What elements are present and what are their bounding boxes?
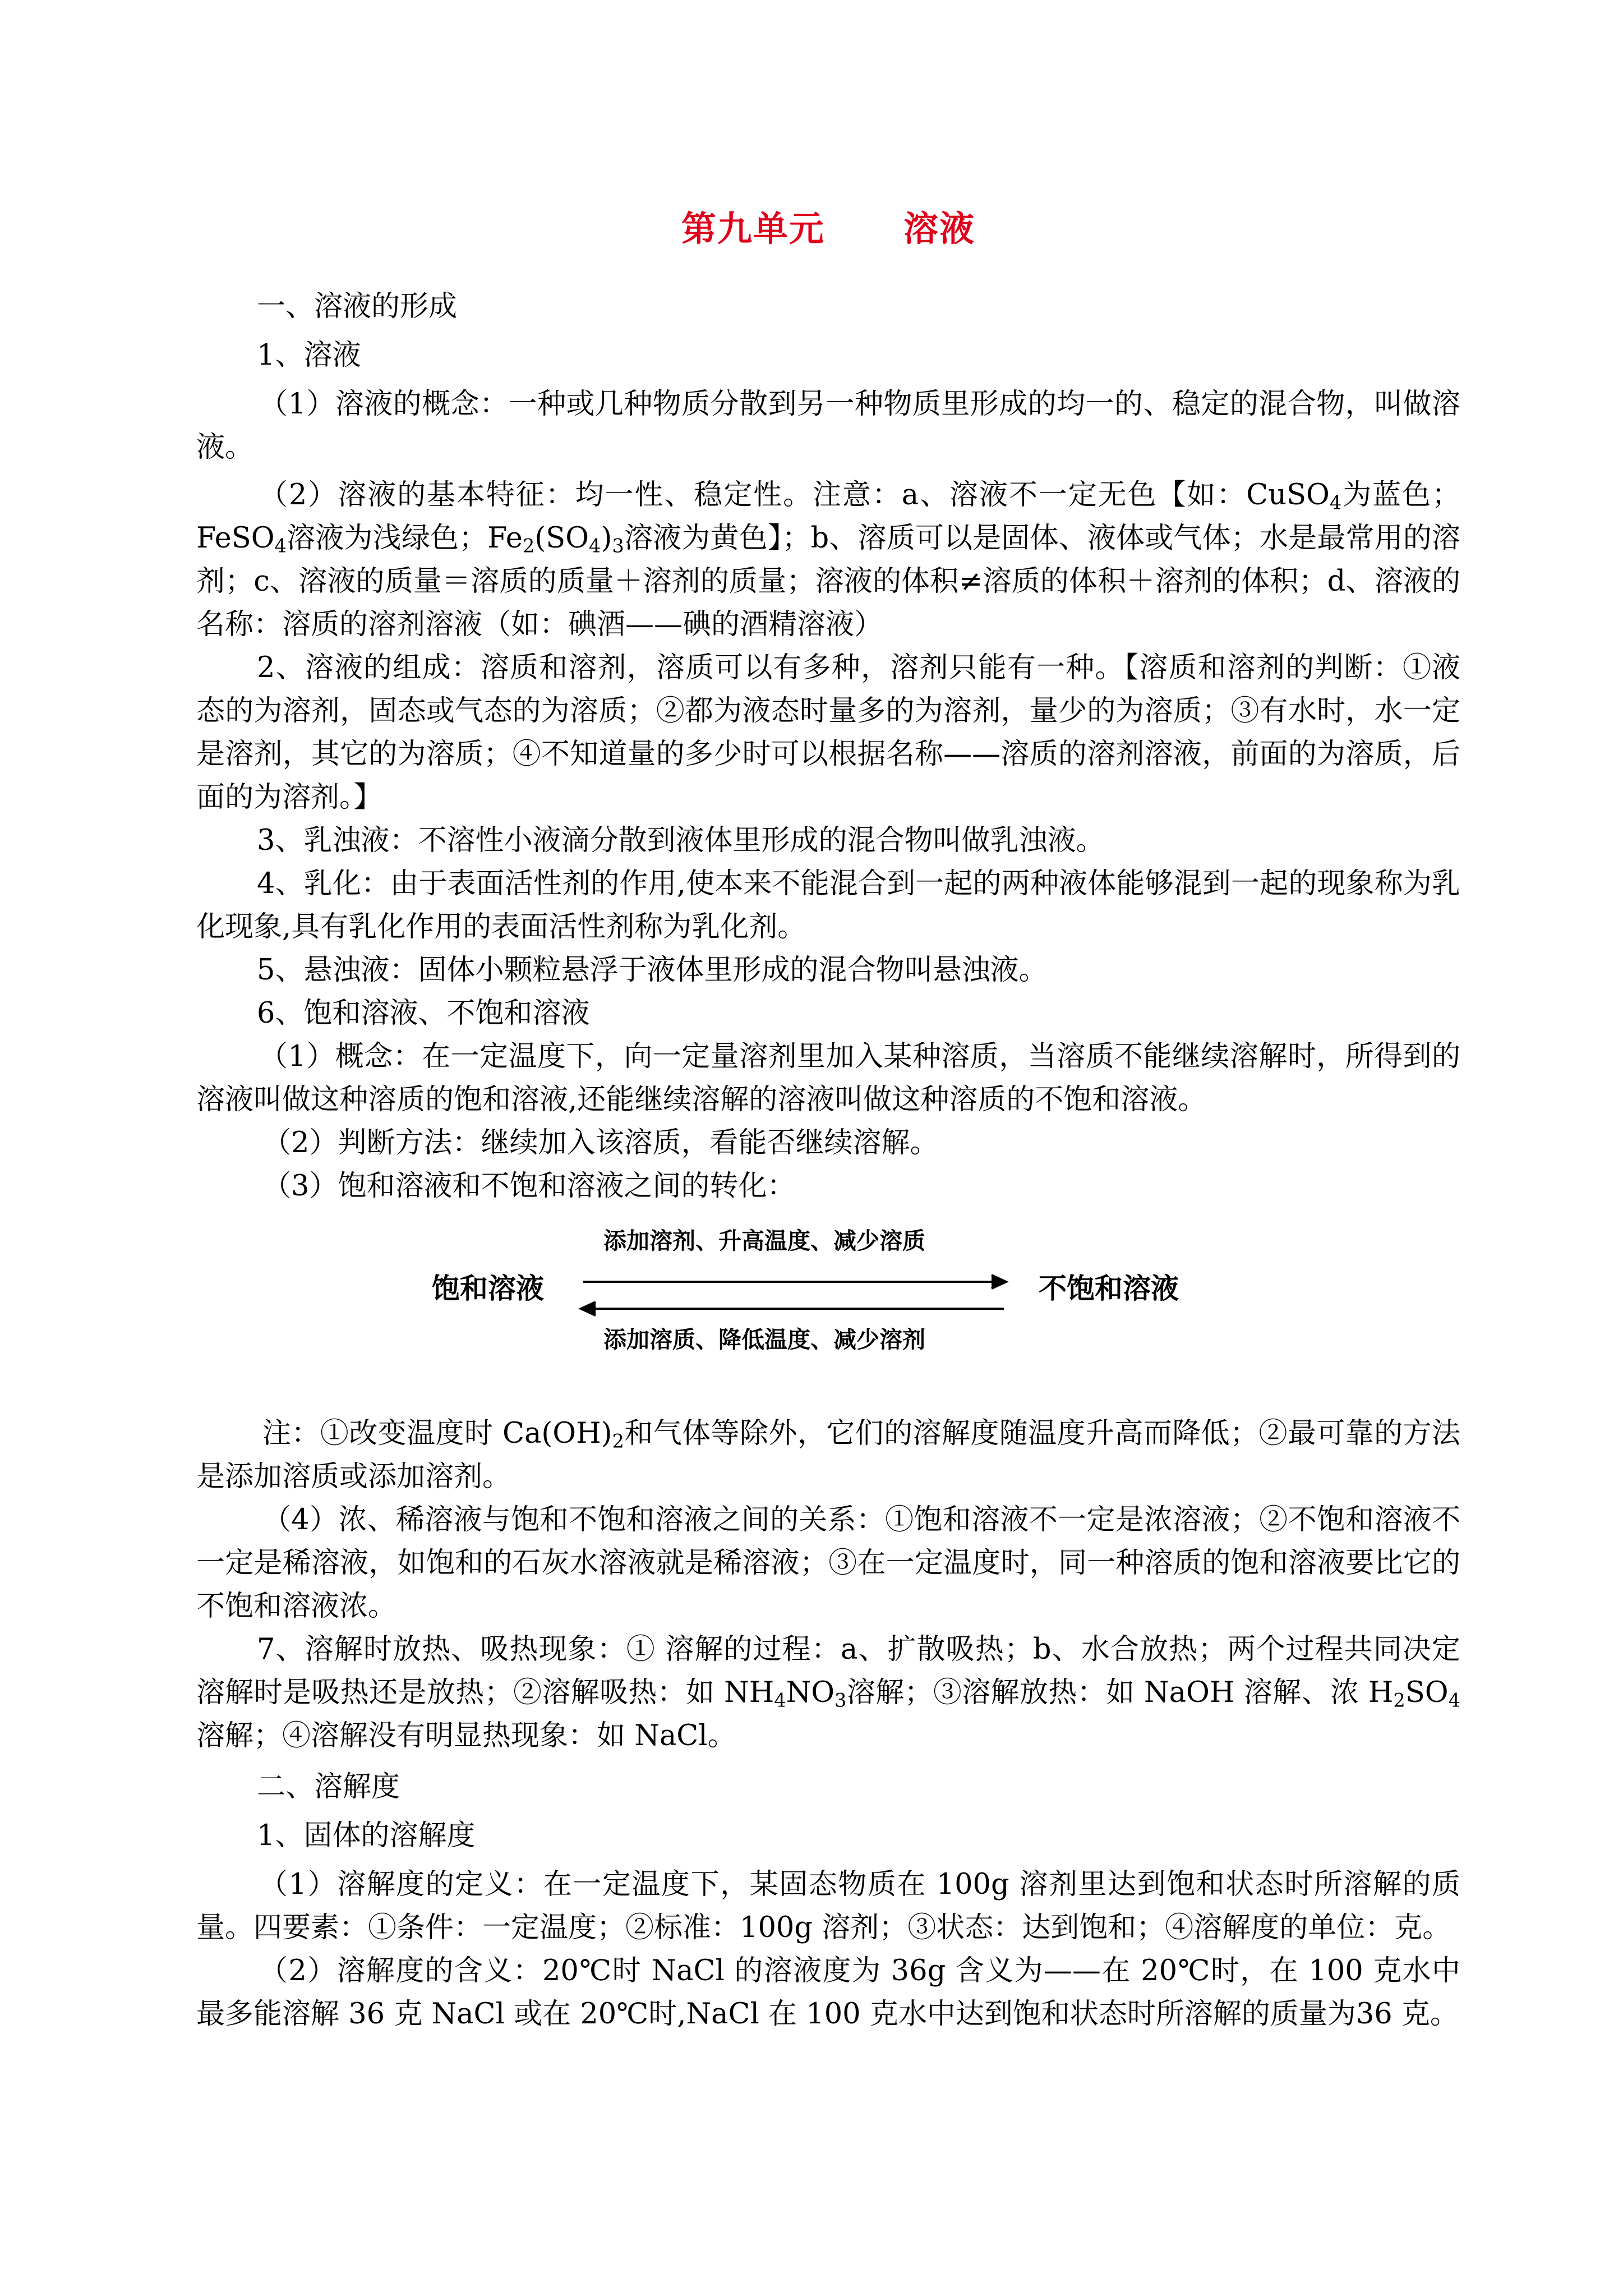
diagram-arrows xyxy=(196,1216,1460,1384)
paragraph-solubility-meaning: （2）溶解度的含义：20℃时 NaCl 的溶液度为 36g 含义为——在 20℃时，在 100 克水中最多能溶解 36 克 NaCl 或在 20℃时,NaCl 在 100 克水中达到饱和状态时所溶解的质量为36 克。 xyxy=(196,1954,1460,2031)
subheading-saturated: 6、饱和溶液、不饱和溶液 xyxy=(257,997,590,1030)
paragraph-heat-phenomena: 7、溶解时放热、吸热现象：① 溶解的过程：a、扩散吸热；b、水合放热；两个过程共同决定溶解时是吸热还是放热；②溶解吸热：如 $NH_4NO_3$溶解；③溶解放热：如 NaOH 溶解、浓 $H_2SO_4$溶解；④溶解没有明显热现象：如 NaCl。 xyxy=(196,1633,1460,1752)
diagram-right-label: 不饱和溶液 xyxy=(1039,1272,1179,1305)
forward-arrow xyxy=(583,1275,1006,1289)
title-part2: 溶液 xyxy=(903,208,976,249)
paragraph-emulsification: 4、乳化：由于表面活性剂的作用,使本来不能混合到一起的两种液体能够混到一起的现象称为乳化现象,具有乳化作用的表面活性剂称为乳化剂。 xyxy=(196,867,1460,944)
section-heading-1: 一、溶液的形成 xyxy=(257,290,458,323)
paragraph-judgement-method: （2）判断方法：继续加入该溶质，看能否继续溶解。 xyxy=(262,1126,939,1159)
paragraph-conversion: （3）饱和溶液和不饱和溶液之间的转化： xyxy=(262,1170,796,1203)
paragraph-suspension: 5、悬浊液：固体小颗粒悬浮于液体里形成的混合物叫悬浊液。 xyxy=(257,954,1048,987)
paragraph-solution-concept: （1）溶液的概念：一种或几种物质分散到另一种物质里形成的均一的、稳定的混合物，叫做溶液。 xyxy=(196,388,1460,464)
paragraph-concentration-relation: （4）浓、稀溶液与饱和不饱和溶液之间的关系：①饱和溶液不一定是浓溶液；②不饱和溶液不一定是稀溶液，如饱和的石灰水溶液就是稀溶液；③在一定温度时，同一种溶质的饱和溶液要比它的不饱和溶液浓。 xyxy=(196,1503,1460,1623)
paragraph-saturated-concept: （1）概念：在一定温度下，向一定量溶剂里加入某种溶质，当溶质不能继续溶解时，所得到的溶液叫做这种溶质的饱和溶液,还能继续溶解的溶液叫做这种溶质的不饱和溶液。 xyxy=(196,1040,1460,1116)
title-part1: 第九单元 xyxy=(681,208,825,249)
paragraph-solution-features: （2）溶液的基本特征：均一性、稳定性。注意：a、溶液不一定无色【如：CuSO$_4$为蓝色；FeSO$_4$溶液为浅绿色；$Fe_2(SO_4)_3$溶液为黄色】；b、溶质可以是固体、液体或气体；水是最常用的溶剂；c、溶液的质量＝溶质的质量＋溶剂的质量；溶液的体积≠溶质的体积＋溶剂的体积；d、溶液的名称：溶质的溶剂溶液（如：碘酒——碘的酒精溶液） xyxy=(196,478,1461,641)
subheading-solid-solubility: 1、固体的溶解度 xyxy=(257,1819,476,1852)
paragraph-solution-composition: 2、溶液的组成：溶质和溶剂，溶质可以有多种，溶剂只能有一种。【溶质和溶剂的判断：①液态的为溶剂，固态或气态的为溶质；②都为液态时量多的为溶剂，量少的为溶质；③有水时，水一定是溶剂，其它的为溶质；④不知道量的多少时可以根据名称——溶质的溶剂溶液，前面的为溶质，后面的为溶剂。】 xyxy=(196,651,1460,814)
paragraph-note: 注：①改变温度时 $Ca(OH)_2$和气体等除外，它们的溶解度随温度升高而降低；②最可靠的方法是添加溶质或添加溶剂。 xyxy=(196,1417,1460,1493)
diagram-bottom-label: 添加溶质、降低温度、减少溶剂 xyxy=(603,1326,925,1353)
diagram-left-label: 饱和溶液 xyxy=(432,1272,544,1305)
diagram-top-label: 添加溶剂、升高温度、减少溶质 xyxy=(603,1227,925,1254)
section-heading-2: 二、溶解度 xyxy=(257,1770,400,1803)
page-title xyxy=(196,206,1460,251)
paragraph-emulsion: 3、乳浊液：不溶性小液滴分散到液体里形成的混合物叫做乳浊液。 xyxy=(257,824,1105,857)
conversion-diagram xyxy=(196,1216,1460,1384)
paragraph-solubility-definition: （1）溶解度的定义：在一定温度下，某固态物质在 100g 溶剂里达到饱和状态时所溶解的质量。四要素：①条件：一定温度；②标准：100g 溶剂；③状态：达到饱和；④溶解度的单位：克。 xyxy=(196,1868,1460,1944)
backward-arrow xyxy=(581,1302,1004,1315)
subheading-solution: 1、溶液 xyxy=(257,339,361,372)
